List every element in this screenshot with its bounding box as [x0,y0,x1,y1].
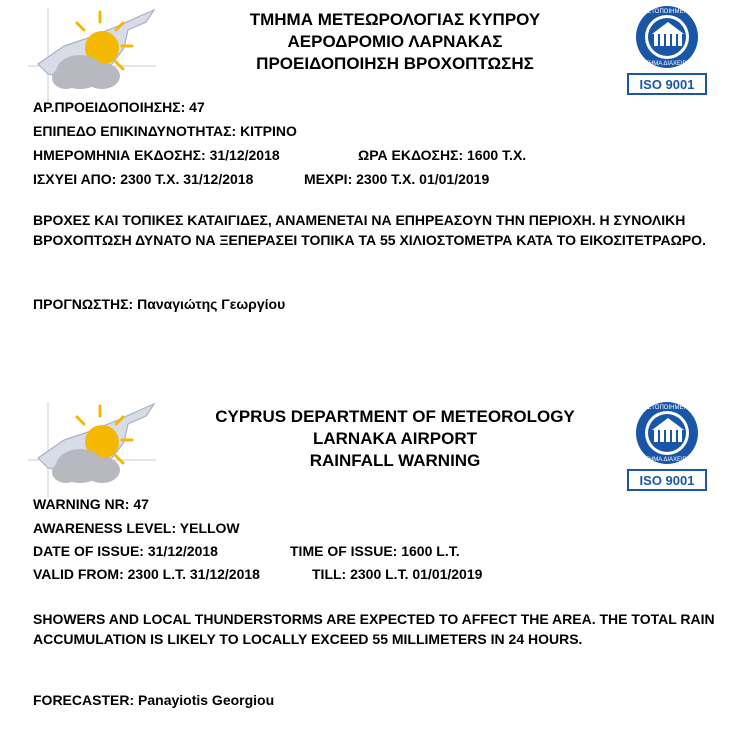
header-line-2: ΑΕΡΟΔΡΟΜΙΟ ΛΑΡΝΑΚΑΣ [287,32,503,51]
awareness-level: ΕΠΙΠΕΔΟ ΕΠΙΚΙΝΔΥΝΟΤΗΤΑΣ: ΚΙΤΡΙΝΟ [33,123,297,139]
forecaster-label: ΠΡΟΓΝΩΣΤΗΣ: [33,296,134,312]
svg-text:ΣΥΣΤΗΜΑ ΔΙΑΧΕΙΡΙΣΗΣ: ΣΥΣΤΗΜΑ ΔΙΑΧΕΙΡΙΣΗΣ [633,61,701,67]
svg-text:ΠΙΣΤΟΠΟΙΗΜΕΝΟ: ΠΙΣΤΟΠΟΙΗΜΕΝΟ [641,9,693,15]
forecaster-name: Παναγιώτης Γεωργίου [137,296,286,312]
department-header [170,9,620,75]
iso-9001-logo-icon [622,4,712,96]
greek-warning-section [0,0,754,360]
warning-message: SHOWERS AND LOCAL THUNDERSTORMS ARE EXPECTED TO AFFECT THE AREA. THE TOTAL RAIN ACCUMULATION IS LIKELY TO LOCALLY EXCEED 55 MILLIMETERS IN 24 HOURS. [33,611,715,647]
forecaster [33,691,274,709]
weather-logo-icon [28,402,158,497]
header-line-2: LARNAKA AIRPORT [312,429,477,448]
svg-text:ISO 9001: ISO 9001 [639,77,695,92]
svg-text:ΠΙΣΤΟΠΟΙΗΜΕΝΟ: ΠΙΣΤΟΠΟΙΗΜΕΝΟ [641,405,693,411]
iso-9001-logo-icon [622,400,712,492]
valid-till: ΜΕΧΡΙ: 2300 Τ.Χ. 01/01/2019 [304,171,490,187]
awareness-level: AWARENESS LEVEL: YELLOW [33,520,240,536]
weather-logo-icon [28,8,158,103]
forecaster [33,295,285,313]
forecaster-name: Panayiotis Georgiou [138,692,275,708]
svg-text:ΣΥΣΤΗΜΑ ΔΙΑΧΕΙΡΙΣΗΣ: ΣΥΣΤΗΜΑ ΔΙΑΧΕΙΡΙΣΗΣ [633,457,701,463]
english-warning-section [0,396,754,729]
time-of-issue: ΩΡΑ ΕΚΔΟΣΗΣ: 1600 Τ.Χ. [358,147,527,163]
date-of-issue: DATE OF ISSUE: 31/12/2018 [33,543,218,559]
warning-number: ΑΡ.ΠΡΟΕΙΔΟΠΟΙΗΣΗΣ: 47 [33,99,205,115]
department-header [170,406,620,472]
header-line-1: CYPRUS DEPARTMENT OF METEOROLOGY [215,407,575,426]
valid-till: TILL: 2300 L.T. 01/01/2019 [312,566,483,582]
time-of-issue: TIME OF ISSUE: 1600 L.T. [290,543,460,559]
forecaster-label: FORECASTER: [33,692,135,708]
date-of-issue: ΗΜΕΡΟΜΗΝΙΑ ΕΚΔΟΣΗΣ: 31/12/2018 [33,147,280,163]
header-line-3: ΠΡΟΕΙΔΟΠΟΙΗΣΗ ΒΡΟΧΟΠΤΩΣΗΣ [256,54,534,73]
warning-message: ΒΡΟΧΕΣ ΚΑΙ ΤΟΠΙΚΕΣ ΚΑΤΑΙΓΙΔΕΣ, ΑΝΑΜΕΝΕΤΑΙ ΝΑ ΕΠΗΡΕΑΣΟΥΝ ΤΗΝ ΠΕΡΙΟΧΗ. Η ΣΥΝΟΛΙΚΗ ΒΡΟΧΟΠΤΩΣΗ ΔΥΝΑΤΟ ΝΑ ΞΕΠΕΡΑΣΕΙ ΤΟΠΙΚΑ ΤΑ 55 ΧΙΛΙΟΣΤΟΜΕΤΡΑ ΚΑΤΑ ΤΟ ΕΙΚΟΣΙΤΕΤΡΑΩΡΟ. [33,212,706,248]
svg-text:ISO 9001: ISO 9001 [639,473,695,488]
header-line-3: RAINFALL WARNING [309,451,481,470]
valid-from: VALID FROM: 2300 L.T. 31/12/2018 [33,566,260,582]
warning-number: WARNING NR: 47 [33,496,149,512]
valid-from: ΙΣΧΥΕΙ ΑΠΟ: 2300 Τ.Χ. 31/12/2018 [33,171,254,187]
header-line-1: ΤΜΗΜΑ ΜΕΤΕΩΡΟΛΟΓΙΑΣ ΚΥΠΡΟΥ [249,10,541,29]
